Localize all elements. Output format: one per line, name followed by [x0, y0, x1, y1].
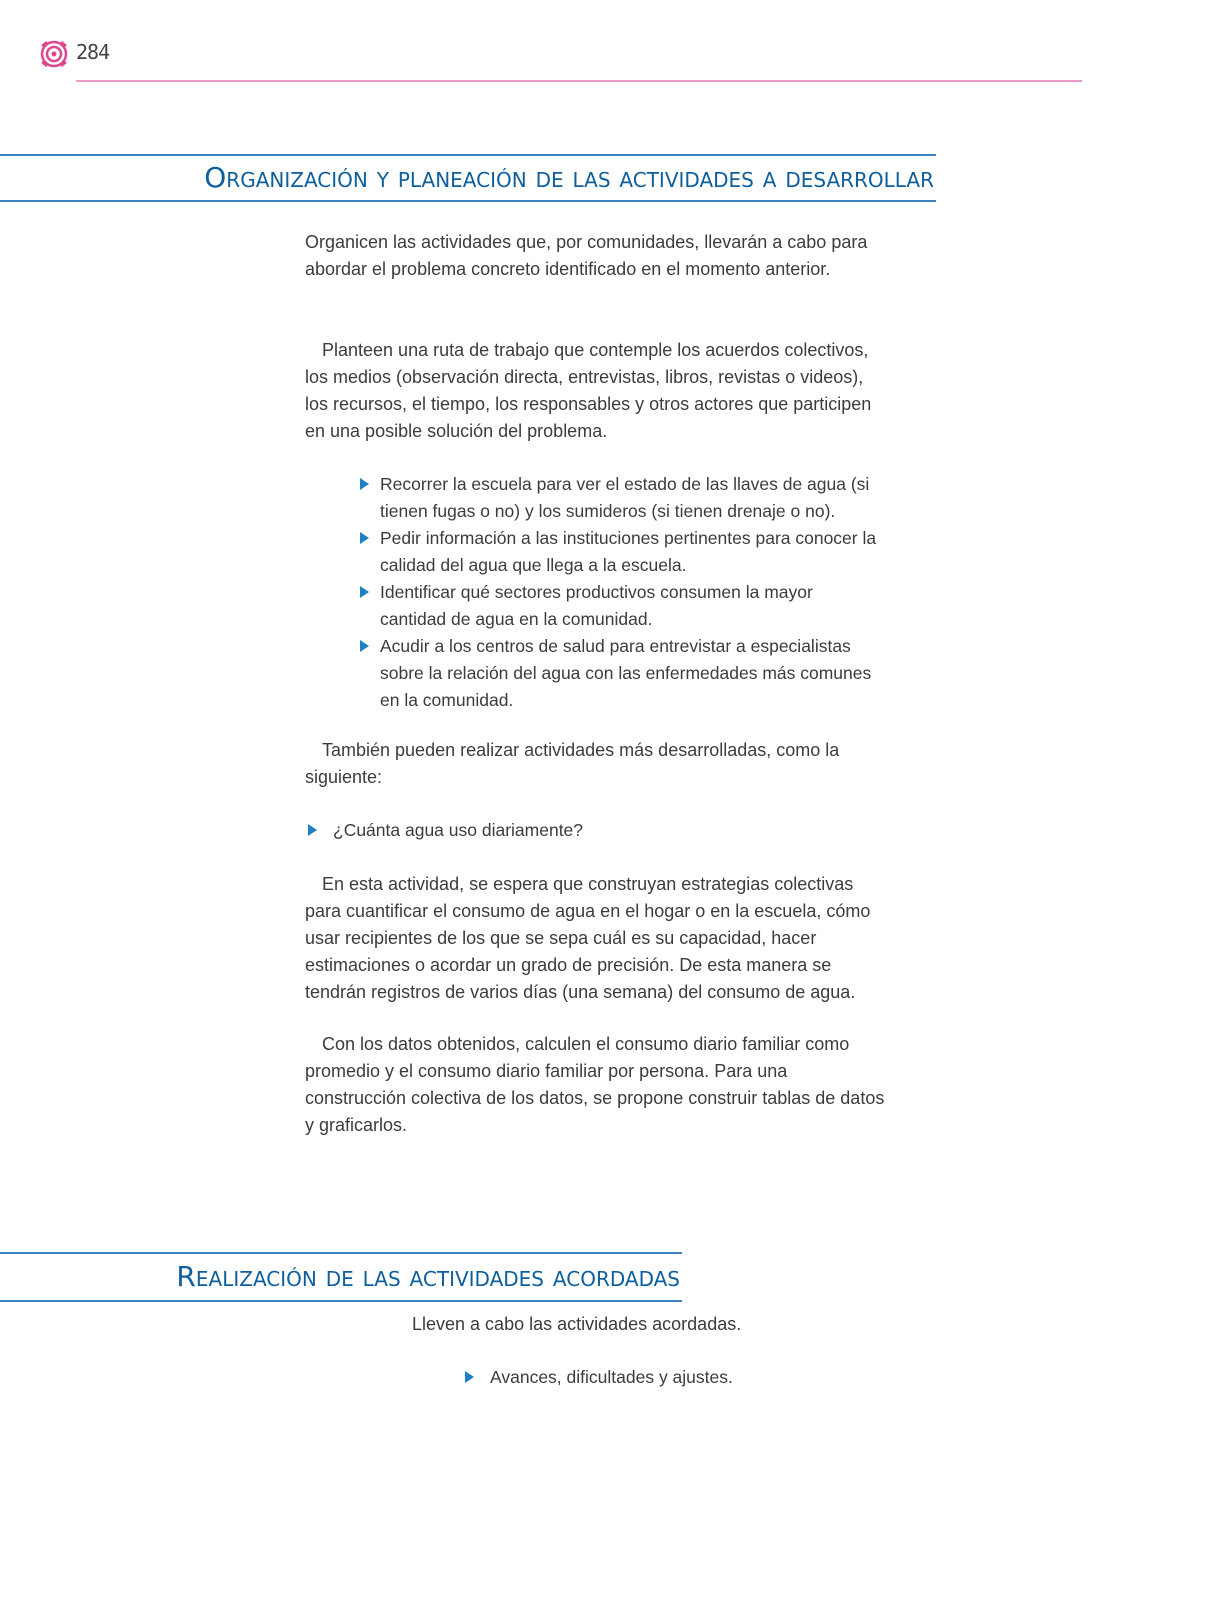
bullet-triangle-icon [360, 640, 369, 652]
section-title-organizacion: Organización y planeación de las actividades a desarrollar [0, 154, 936, 202]
list-item: Recorrer la escuela para ver el estado de las llaves de agua (si tienen fugas o no) y los sumideros (si tienen drenaje o no). [358, 471, 878, 525]
paragraph-datos-obtenidos: Con los datos obtenidos, calculen el consumo diario familiar como promedio y el consumo diario familiar por persona. Para una construcción colectiva de los datos, se propone construir tablas de datos y graficarlos. [305, 1034, 885, 1135]
pink-spiral-logo-icon [40, 40, 68, 68]
paragraph-ruta-trabajo: Planteen una ruta de trabajo que contemple los acuerdos colectivos, los medios (observación directa, entrevistas, libros, revistas o videos), los recursos, el tiempo, los responsables y otros actores que participen en una posible solución del problema. [305, 340, 872, 441]
question-bullet: ¿Cuánta agua uso diariamente? [305, 817, 583, 844]
activity-bullet-list [358, 471, 878, 714]
list-item: Pedir información a las instituciones pertinentes para conocer la calidad del agua que llega a la escuela. [358, 525, 878, 579]
bullet-triangle-icon [360, 586, 369, 598]
list-item: Acudir a los centros de salud para entrevistar a especialistas sobre la relación del agua con las enfermedades más comunes en la comunidad. [358, 633, 878, 714]
header-rule [76, 80, 1082, 82]
bullet-triangle-icon [360, 478, 369, 490]
paragraph-lleven-a-cabo: Lleven a cabo las actividades acordadas. [412, 1314, 742, 1334]
section-title-realizacion: Realización de las actividades acordadas [0, 1252, 682, 1302]
bullet-triangle-icon [360, 532, 369, 544]
paragraph-estrategias: En esta actividad, se espera que construyan estrategias colectivas para cuantificar el consumo de agua en el hogar o en la escuela, cómo usar recipientes de los que se sepa cuál es su capacidad, hacer estimaciones o acordar un grado de precisión. De esta manera se tendrán registros de varios días (una semana) del consumo de agua. [305, 874, 871, 1002]
page-number: 284 [76, 40, 110, 64]
progress-bullet: Avances, dificultades y ajustes. [462, 1364, 733, 1391]
paragraph-actividades-desarrolladas: También pueden realizar actividades más desarrolladas, como la siguiente: [305, 740, 840, 787]
bullet-triangle-icon [308, 824, 317, 836]
paragraph-intro: Organicen las actividades que, por comunidades, llevarán a cabo para abordar el problema concreto identificado en el momento anterior. [305, 232, 868, 279]
list-item: Identificar qué sectores productivos consumen la mayor cantidad de agua en la comunidad. [358, 579, 878, 633]
bullet-triangle-icon [465, 1371, 474, 1383]
